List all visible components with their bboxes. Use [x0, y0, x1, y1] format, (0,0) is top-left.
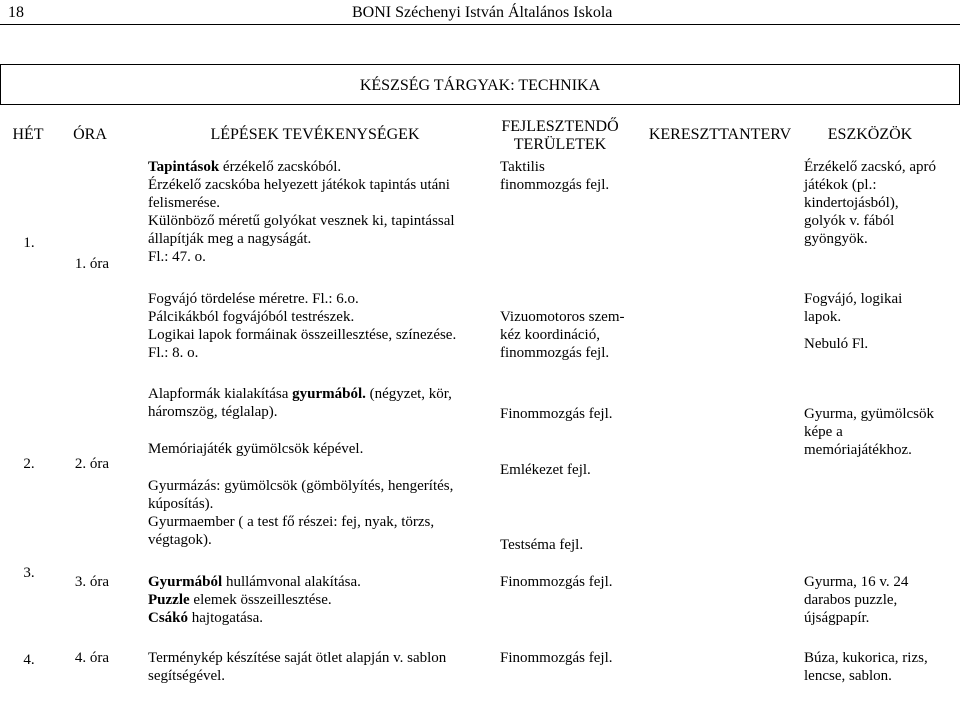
row3-steps-line3: Csákó hajtogatása.	[148, 610, 263, 626]
row2-steps	[148, 385, 453, 549]
row1-tools-line2: játékok (pl.:	[804, 177, 877, 193]
row4-tools	[804, 649, 928, 685]
row1b-tools	[804, 290, 902, 353]
row2-steps-line1: Alapformák kialakítása gyurmából. (négyzet, kör,	[148, 386, 452, 402]
row1-hour: 1. óra	[74, 256, 110, 272]
row1b-tools-line1: Fogvájó, logikai	[804, 291, 903, 307]
row1-week: 1.	[23, 235, 35, 251]
row1-steps-line6: Fl.: 47. o.	[148, 249, 206, 265]
row3-tools-line1: Gyurma, 16 v. 24	[804, 574, 909, 590]
row1-steps-line3: felismerése.	[148, 195, 221, 211]
row1-tools-line1: Érzékelő zacskó, apró	[804, 159, 937, 175]
row3-tools-line2: darabos puzzle,	[804, 592, 898, 608]
row2-development-3: Testséma fejl.	[500, 537, 584, 553]
row1-steps-line4: Különböző méretű golyókat vesznek ki, tapintással	[148, 213, 455, 229]
row1-steps-line5: állapítják meg a nagyságát.	[148, 231, 312, 247]
row2-steps-line7: végtagok).	[148, 532, 212, 548]
page-header	[0, 0, 960, 24]
row1-tools-line3: kindertojásból),	[804, 195, 899, 211]
title-box-bottom	[0, 104, 960, 105]
row1b-tools-line2: lapok.	[804, 309, 842, 325]
header-rule	[0, 24, 960, 25]
row2-week: 2.	[23, 456, 35, 472]
row2-hour: 2. óra	[74, 456, 110, 472]
row1b-development-line3: finommozgás fejl.	[500, 345, 610, 361]
row3-steps-line1: Gyurmából hullámvonal alakítása.	[148, 574, 361, 590]
row1b-development-line1: Vizuomotoros szem-	[500, 309, 625, 325]
row1-steps-line2: Érzékelő zacskóba helyezett játékok tapintás utáni	[148, 177, 450, 193]
row1b-steps	[148, 290, 456, 362]
col-header-hour: ÓRA	[73, 126, 107, 143]
row1-tools-line5: gyöngyök.	[804, 231, 868, 247]
row2-tools-line1: Gyurma, gyümölcsök	[804, 406, 934, 422]
row4-hour: 4. óra	[74, 650, 110, 666]
row4-week: 4.	[23, 652, 35, 668]
row4-steps-line1: Terménykép készítése saját ötlet alapján v. sablon	[148, 650, 447, 666]
row2-development-2: Emlékezet fejl.	[500, 462, 591, 478]
row3-tools	[804, 573, 908, 627]
col-header-development	[490, 118, 630, 154]
row1b-steps-line1: Fogvájó tördelése méretre. Fl.: 6.o.	[148, 291, 359, 307]
row1b-steps-line3: Logikai lapok formáinak összeillesztése, színezése.	[148, 327, 457, 343]
row1-tools-line4: golyók v. fából	[804, 213, 895, 229]
row2-steps-line5: kúposítás).	[148, 496, 214, 512]
page-number: 18	[8, 4, 24, 21]
col-header-cross-curriculum: KERESZTTANTERV	[648, 126, 792, 143]
col-header-development-line1: FEJLESZTENDŐ	[501, 118, 619, 135]
row1-development-line2: finommozgás fejl.	[500, 177, 610, 193]
row2-steps-line6: Gyurmaember ( a test fő részei: fej, nyak, törzs,	[148, 514, 435, 530]
row1b-steps-line2: Pálcikákból fogvájóból testrészek.	[148, 309, 355, 325]
row3-steps	[148, 573, 361, 627]
row4-tools-line2: lencse, sablon.	[804, 668, 892, 684]
row3-tools-line3: újságpapír.	[804, 610, 870, 626]
row1b-tools-line3: Nebuló Fl.	[804, 336, 869, 352]
col-header-tools: ESZKÖZÖK	[827, 126, 913, 143]
row2-steps-line4: Gyurmázás: gyümölcsök (gömbölyítés, hengerítés,	[148, 478, 454, 494]
col-header-steps: LÉPÉSEK TEVÉKENYSÉGEK	[210, 126, 420, 143]
row1-steps	[148, 158, 455, 266]
row4-tools-line1: Búza, kukorica, rizs,	[804, 650, 928, 666]
row2-steps-line3: Memóriajáték gyümölcsök képével.	[148, 441, 364, 457]
row1b-steps-line4: Fl.: 8. o.	[148, 345, 199, 361]
col-header-week: HÉT	[12, 126, 44, 143]
row4-steps-line2: segítségével.	[148, 668, 226, 684]
row2-development-1: Finommozgás fejl.	[500, 406, 613, 422]
row2-tools	[804, 405, 934, 459]
row3-hour: 3. óra	[74, 574, 110, 590]
row3-development: Finommozgás fejl.	[500, 574, 613, 590]
section-title: KÉSZSÉG TÁRGYAK: TECHNIKA	[359, 77, 601, 94]
row2-steps-line2: háromszög, téglalap).	[148, 404, 278, 420]
title-box-top	[0, 64, 960, 65]
row1b-development	[500, 308, 625, 362]
school-name: BONI Széchenyi István Általános Iskola	[352, 4, 613, 21]
row1-development	[500, 158, 609, 194]
row1-development-line1: Taktilis	[500, 159, 545, 175]
row1-steps-line1: Tapintások érzékelő zacskóból.	[148, 159, 342, 175]
row3-steps-line2: Puzzle elemek összeillesztése.	[148, 592, 332, 608]
row1b-development-line2: kéz koordináció,	[500, 327, 600, 343]
col-header-development-line2: TERÜLETEK	[513, 136, 607, 153]
row3-week: 3.	[23, 565, 35, 581]
row2-tools-line3: memóriajátékhoz.	[804, 442, 912, 458]
row1-tools	[804, 158, 936, 248]
row4-development: Finommozgás fejl.	[500, 650, 613, 666]
row4-steps	[148, 649, 446, 685]
row2-tools-line2: képe a	[804, 424, 843, 440]
